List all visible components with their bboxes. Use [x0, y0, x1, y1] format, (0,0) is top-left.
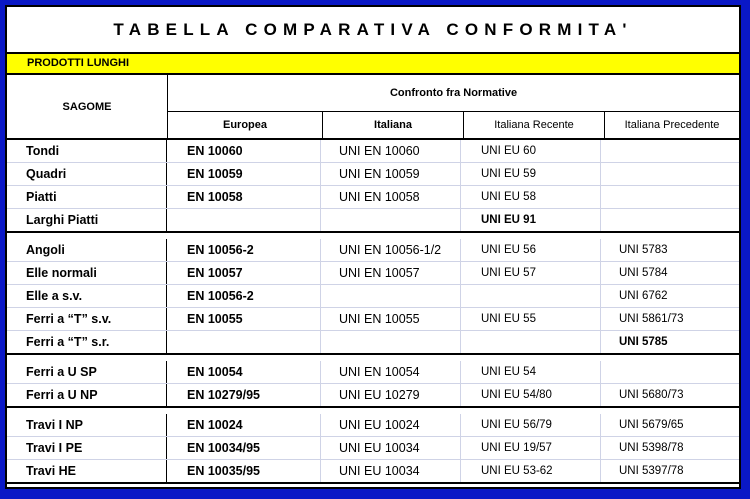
cell-italiana-precedente: UNI 5397/78 [619, 465, 684, 477]
header-col-italiana: Italiana [323, 112, 464, 138]
header-col-italiana-precedente: Italiana Precedente [624, 119, 720, 131]
cell-europea: EN 10055 [167, 308, 321, 330]
cell-italiana-precedente: UNI 5680/73 [619, 389, 684, 401]
cell-italiana-precedente: UNI 5398/78 [619, 442, 684, 454]
cell-italiana: UNI EU 10034 [321, 460, 461, 482]
cell-sagoma: Ferri a “T” s.v. [7, 308, 167, 330]
row-group [7, 140, 739, 233]
cell-sagoma: Larghi Piatti [7, 209, 167, 231]
table-row [7, 262, 739, 285]
cell-sagoma: Piatti [7, 186, 167, 208]
cell-italiana: UNI EU 10279 [321, 384, 461, 406]
cell-italiana-recente: UNI EU 54/80 [461, 384, 601, 406]
cell-italiana-recente: UNI EU 56 [461, 239, 601, 261]
header-normative [168, 75, 739, 138]
cell-italiana: UNI EN 10054 [321, 361, 461, 383]
cell-italiana-precedente: UNI 5679/65 [619, 419, 684, 431]
cell-italiana-recente: UNI EU 55 [461, 308, 601, 330]
cell-europea: EN 10056-2 [167, 239, 321, 261]
cell-europea: EN 10058 [167, 186, 321, 208]
cell-italiana-recente: UNI EU 57 [461, 262, 601, 284]
row-group [7, 233, 739, 355]
header-col-europea: Europea [168, 112, 323, 138]
cell-italiana: UNI EN 10060 [321, 140, 461, 162]
cell-europea: EN 10060 [167, 140, 321, 162]
cell-italiana-precedente [601, 186, 739, 208]
cell-sagoma: Elle a s.v. [7, 285, 167, 307]
cell-europea: EN 10034/95 [167, 437, 321, 459]
cell-europea: EN 10035/95 [167, 460, 321, 482]
header-sagome: SAGOME [7, 75, 168, 138]
cell-italiana: UNI EN 10056-1/2 [321, 239, 461, 261]
cell-europea: EN 10056-2 [167, 285, 321, 307]
table-header [7, 75, 739, 140]
table-row [7, 361, 739, 384]
cell-sagoma: Ferri a U SP [7, 361, 167, 383]
cell-italiana-precedente [601, 209, 739, 231]
header-confronto: Confronto fra Normative [168, 75, 739, 112]
table-row [7, 140, 739, 163]
table-row [7, 186, 739, 209]
cell-italiana [321, 209, 461, 231]
table-row [7, 384, 739, 406]
cell-europea: EN 10054 [167, 361, 321, 383]
cell-sagoma: Quadri [7, 163, 167, 185]
cell-italiana-precedente: UNI 5783 [619, 244, 668, 256]
cell-italiana-recente: UNI EU 54 [461, 361, 601, 383]
table-row [7, 239, 739, 262]
cell-sagoma: Travi HE [7, 460, 167, 482]
table-row [7, 331, 739, 353]
cell-italiana-precedente [601, 163, 739, 185]
cell-sagoma: Ferri a “T” s.r. [7, 331, 167, 353]
cell-italiana-recente: UNI EU 58 [461, 186, 601, 208]
cell-italiana-recente: UNI EU 56/79 [461, 414, 601, 436]
cell-italiana: UNI EU 10034 [321, 437, 461, 459]
cell-italiana-recente: UNI EU 59 [461, 163, 601, 185]
header-col-italiana-recente: Italiana Recente [464, 112, 605, 138]
section-label: PRODOTTI LUNGHI [7, 54, 739, 75]
cell-italiana [321, 331, 461, 353]
cell-italiana-precedente: UNI 5784 [619, 267, 668, 279]
cell-italiana [321, 285, 461, 307]
table-row [7, 414, 739, 437]
cell-sagoma: Travi I NP [7, 414, 167, 436]
cell-italiana: UNI EN 10057 [321, 262, 461, 284]
cell-italiana-recente [461, 331, 601, 353]
cell-italiana-recente: UNI EU 60 [461, 140, 601, 162]
comparison-table [5, 5, 741, 489]
cell-europea: EN 10057 [167, 262, 321, 284]
cell-sagoma: Angoli [7, 239, 167, 261]
cell-italiana-recente: UNI EU 53-62 [461, 460, 601, 482]
table-row [7, 460, 739, 482]
cell-sagoma: Ferri a U NP [7, 384, 167, 406]
table-body [7, 140, 739, 484]
cell-europea: EN 10279/95 [167, 384, 321, 406]
cell-italiana-precedente: UNI 5861/73 [619, 313, 684, 325]
cell-italiana-precedente: UNI 6762 [619, 290, 668, 302]
cell-italiana-recente: UNI EU 91 [461, 209, 601, 231]
table-row [7, 285, 739, 308]
cell-europea [167, 331, 321, 353]
cell-europea: EN 10059 [167, 163, 321, 185]
cell-italiana-recente [461, 285, 601, 307]
cell-italiana-precedente: UNI 5785 [619, 336, 668, 348]
cell-italiana-precedente [601, 361, 739, 383]
cell-europea [167, 209, 321, 231]
cell-sagoma: Travi I PE [7, 437, 167, 459]
row-group [7, 355, 739, 408]
cell-italiana: UNI EN 10055 [321, 308, 461, 330]
cell-sagoma: Elle normali [7, 262, 167, 284]
cell-europea: EN 10024 [167, 414, 321, 436]
header-columns [168, 112, 739, 138]
cell-sagoma: Tondi [7, 140, 167, 162]
table-row [7, 437, 739, 460]
table-row [7, 308, 739, 331]
cell-italiana: UNI EN 10058 [321, 186, 461, 208]
table-row [7, 163, 739, 186]
cell-italiana: UNI EN 10059 [321, 163, 461, 185]
cell-italiana-recente: UNI EU 19/57 [461, 437, 601, 459]
row-group [7, 408, 739, 484]
cell-italiana: UNI EU 10024 [321, 414, 461, 436]
table-title: TABELLA COMPARATIVA CONFORMITA' [7, 7, 739, 54]
cell-italiana-precedente [601, 140, 739, 162]
table-row [7, 209, 739, 231]
